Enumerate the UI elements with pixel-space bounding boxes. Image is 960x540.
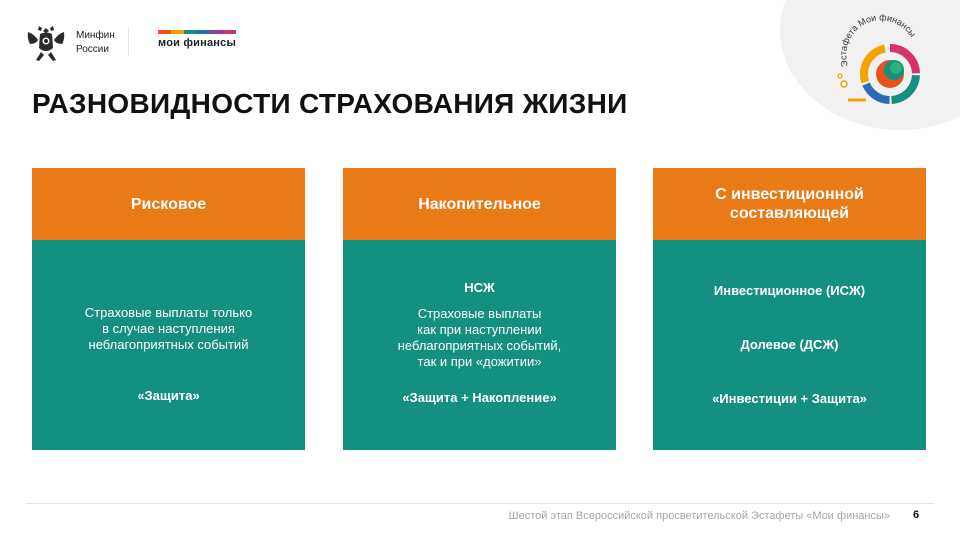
- svg-text:Эстафета Мои финансы: [838, 14, 918, 68]
- logo-stripe-1: [158, 30, 171, 34]
- page-title: РАЗНОВИДНОСТИ СТРАХОВАНИЯ ЖИЗНИ: [32, 88, 628, 119]
- card-savings: [343, 168, 616, 450]
- card-header: [32, 168, 305, 240]
- footer-divider: [26, 503, 934, 504]
- card-description: Страховые выплаты только в случае наступления неблагоприятных событий: [84, 305, 253, 352]
- card-body: [343, 240, 616, 450]
- card-description: Страховые выплаты как при наступлении неблагоприятных событий, так и при «дожитии»: [397, 306, 562, 369]
- moi-finansy-logo: мои финансы: [158, 37, 237, 49]
- moi-finansy-logo-stripe: [158, 30, 236, 34]
- logo-stripe-6: [223, 30, 236, 34]
- card-tagline: «Защита»: [137, 388, 200, 403]
- card-header: [653, 168, 926, 240]
- card-abbreviation: НСЖ: [464, 280, 495, 295]
- card-heading: Рисковое: [130, 195, 207, 213]
- ministry-name: Минфин России: [76, 30, 115, 55]
- card-body: [653, 240, 926, 450]
- logo-stripe-2: [171, 30, 184, 34]
- logo-stripe-3: [184, 30, 197, 34]
- card-investment: [653, 168, 926, 450]
- card-risk: [32, 168, 305, 450]
- card-header: [343, 168, 616, 240]
- card-tagline: «Инвестиции + Защита»: [712, 391, 867, 406]
- relay-logo-text: Эстафета Мои финансы: [838, 14, 918, 68]
- card-item-dsj: Долевое (ДСЖ): [740, 337, 839, 352]
- relay-logo-icon: [826, 14, 936, 110]
- logo-stripe-4: [197, 30, 210, 34]
- footer-caption: Шестой этап Всероссийской просветительской Эстафеты «Мои финансы»: [508, 510, 890, 522]
- coat-of-arms-icon: [24, 22, 68, 64]
- card-tagline: «Защита + Накопление»: [402, 390, 557, 405]
- header-divider: [128, 28, 129, 56]
- card-heading: С инвестиционной составляющей: [715, 186, 864, 222]
- page-number: 6: [913, 509, 920, 521]
- card-heading: Накопительное: [418, 195, 541, 213]
- logo-stripe-5: [210, 30, 223, 34]
- card-body: [32, 240, 305, 450]
- card-item-isj: Инвестиционное (ИСЖ): [713, 283, 866, 298]
